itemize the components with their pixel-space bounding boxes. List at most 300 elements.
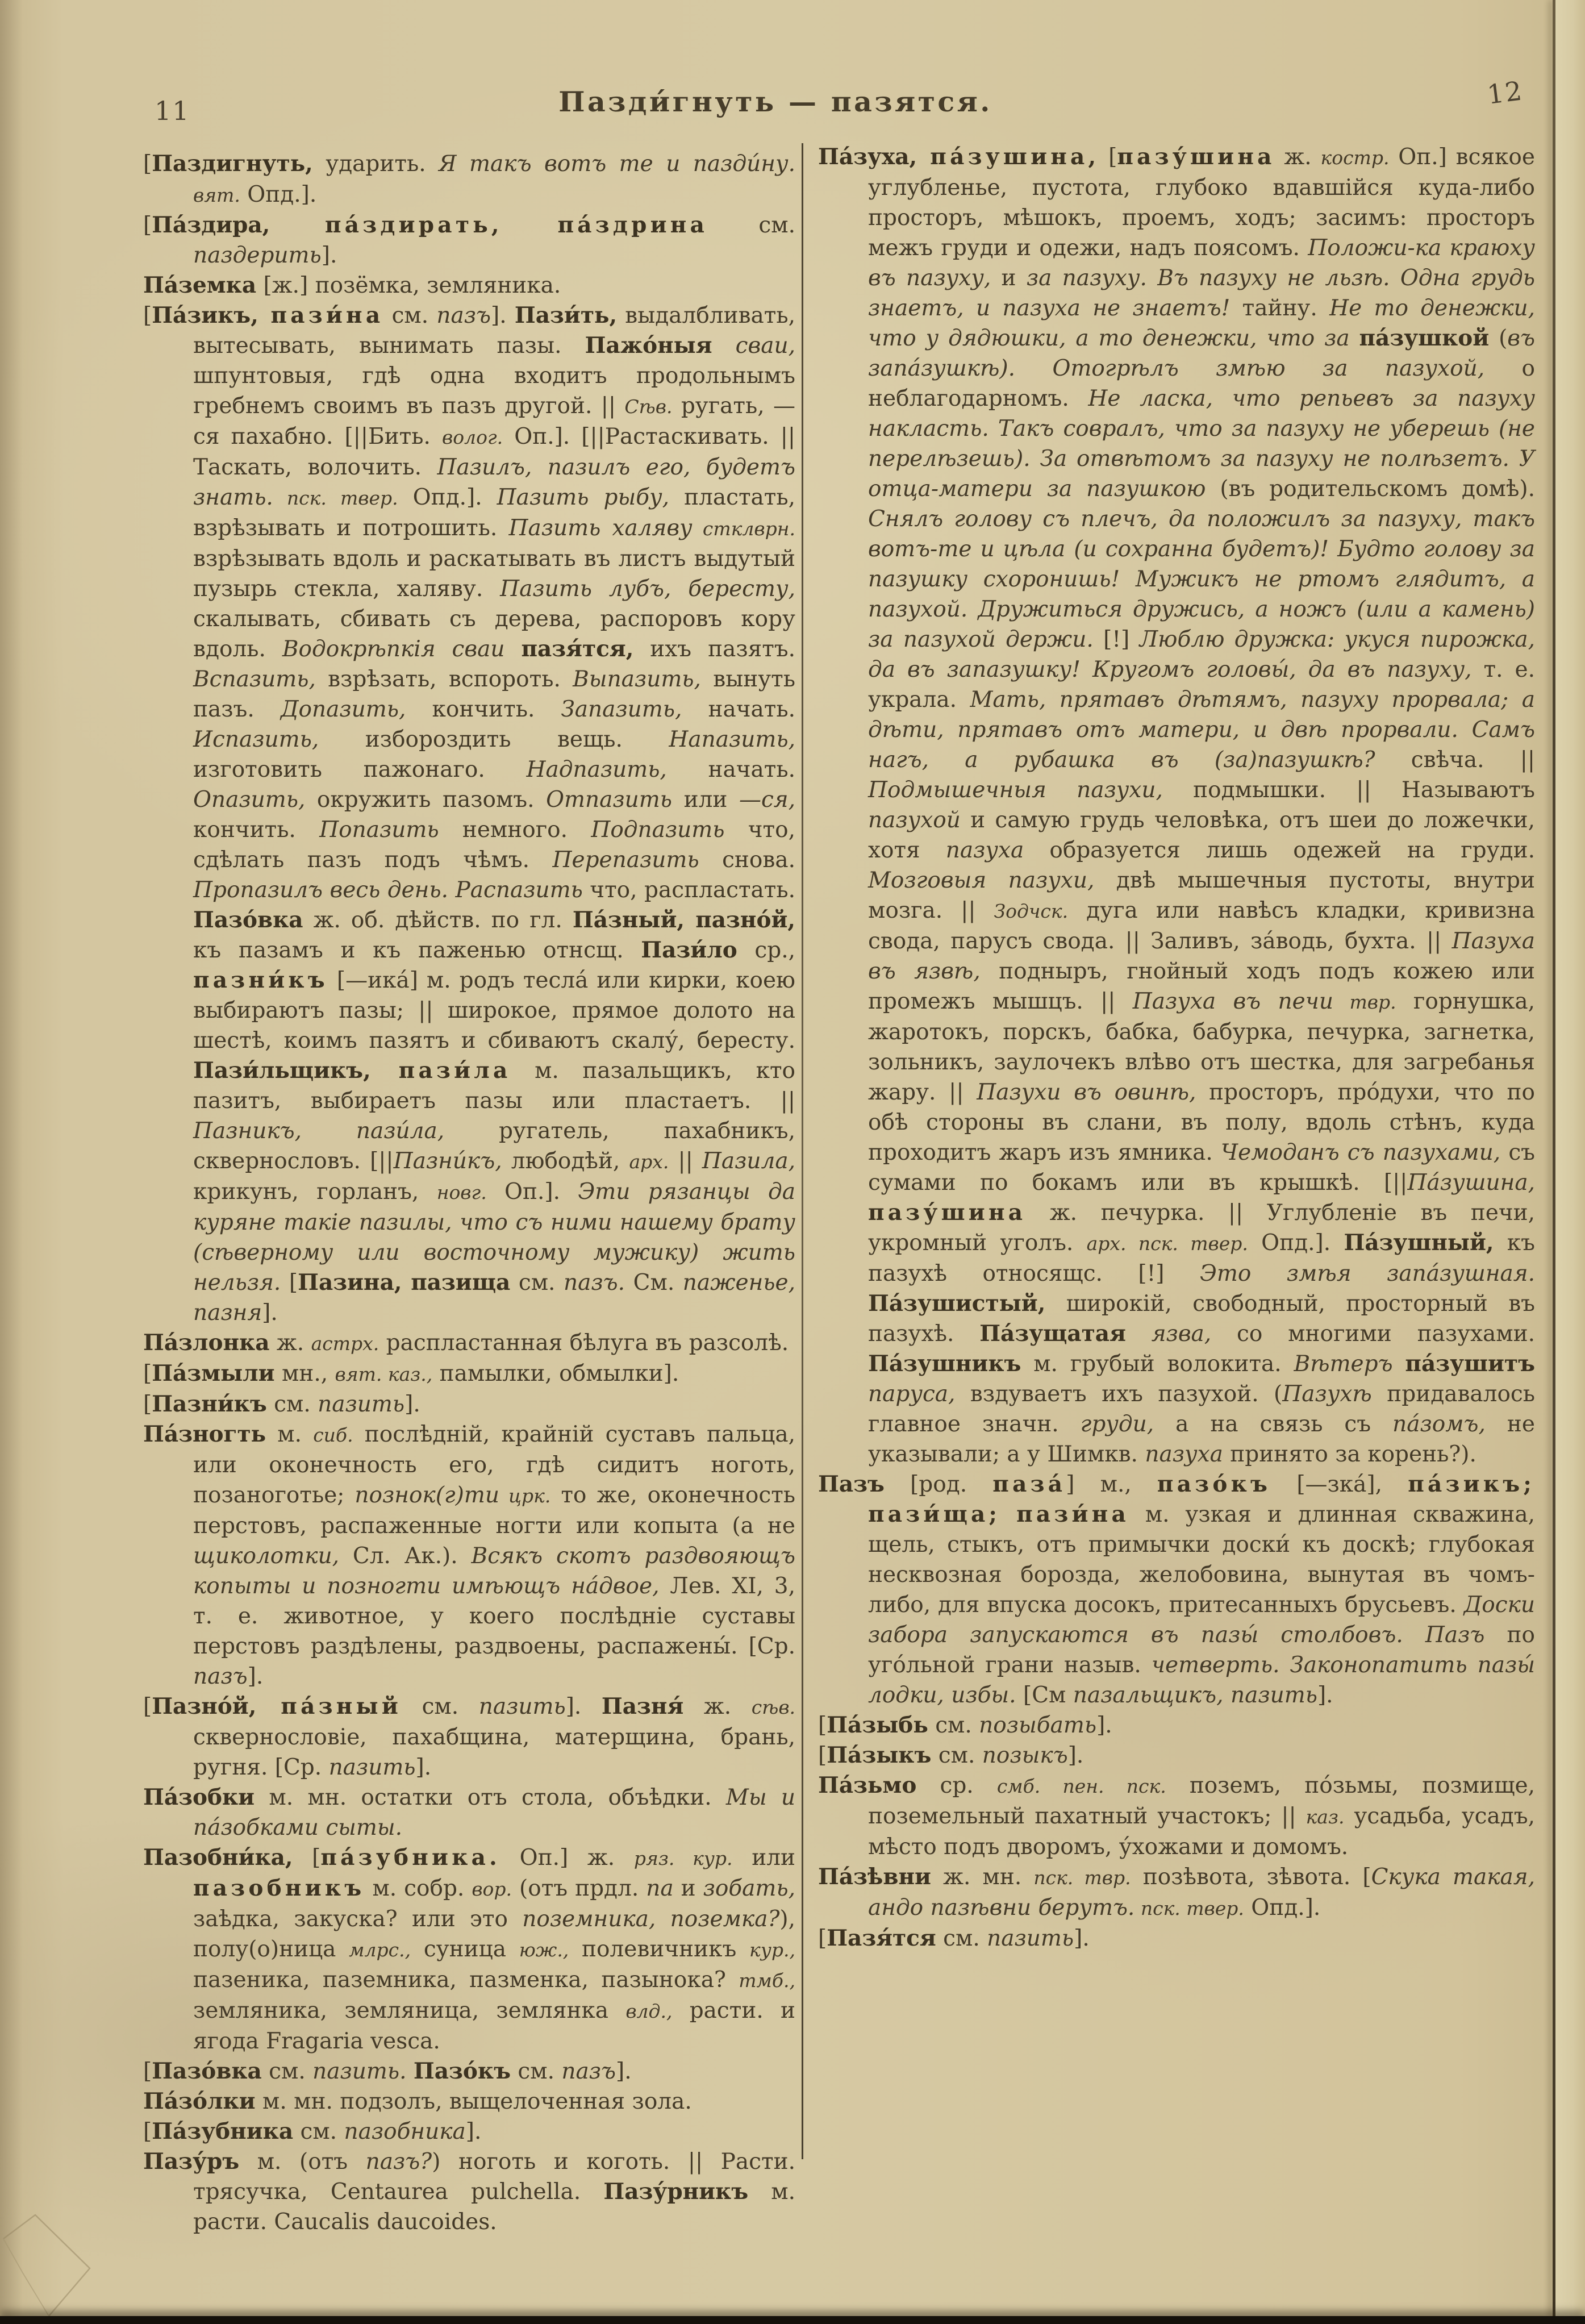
column-divider-rule [802,143,803,2159]
entry-segment: Пазо́вка [193,907,303,933]
entry-segment: Пази́льщикъ, [193,1057,371,1084]
entry-segment: новг. [436,1181,487,1203]
entry-segment: пазу́шина [1117,144,1275,170]
entry-segment: Оп.]. [||Растаскивать. || Таскать, волочить. [193,424,795,480]
entry-segment: Па́зушникъ [868,1351,1021,1377]
entry-segment: язва, [1151,1321,1212,1347]
entry-segment: твр. [1333,991,1396,1013]
dictionary-entry [143,2147,795,2237]
entry-segment: Мозговыя пазухи, [868,868,1095,893]
entry-segment: Всякъ скотъ раздвояющъ копыты и позногти имѣющъ на́двое, [193,1543,796,1599]
entry-segment: изготовить пажонаго. [193,757,527,782]
entry-segment: [—ика́] м. родъ тесла́ или кирки, коею выбираютъ пазы; || широкое, прямое долото на шестѣ, коимъ пазятъ и сбиваютъ скалу́, бересту. [193,968,795,1053]
entry-segment: Па́зѣвни [818,1864,931,1890]
entry-segment: пазить [318,1392,405,1417]
entry-segment: ихъ пазятъ. [633,636,795,662]
entry-segment: [ [143,303,152,328]
entry-segment: снова. [699,847,795,873]
scan-edge-bottom [0,2316,1585,2324]
entry-segment: Пази́ть, [514,302,618,328]
entry-segment: Па́зногть [143,1421,266,1447]
entry-segment: немного. [439,817,591,843]
entry-segment: [См [1016,1682,1073,1708]
entry-segment: [—зка́], [1271,1472,1408,1497]
entry-segment: придавалось главное значн. [868,1381,1536,1437]
entry-segment [1000,1502,1016,1527]
entry-segment: расти. и ягода Fragaria vesca. [193,1998,795,2054]
entry-segment: Пази́ло [641,937,737,963]
entry-segment: суница [411,1936,519,1962]
dictionary-entry [143,270,795,301]
entry-segment: пазо́къ [1157,1471,1271,1497]
entry-segment: свѣча. || [1375,747,1535,773]
entry-segment: Мы и па́зобками сыты. [193,1785,796,1840]
entry-segment: пазъ. [564,1270,625,1296]
entry-segment: или [732,1845,795,1871]
entry-segment: пазъ [193,1664,248,1689]
entry-segment: смб. пен. пск. [996,1775,1166,1797]
entry-segment: волог. [441,426,503,448]
entry-segment: см. [511,2059,562,2084]
entry-segment: Па́зущатая [979,1321,1126,1347]
entry-segment: подмышки. || Называютъ [1162,777,1535,803]
page-number-right: 12 [1485,75,1525,110]
entry-segment: ] м., [1066,1472,1157,1497]
entry-segment: паруса, [868,1381,956,1407]
entry-segment: см. [402,1694,479,1719]
entry-segment: Водокрѣпкія сваи [282,636,505,662]
entry-segment: Напазить, [669,727,795,752]
entry-segment: ]. [616,2059,632,2084]
entry-segment: па́зушитъ [1405,1351,1535,1377]
dictionary-entry [143,1843,795,2056]
entry-segment: [ [143,213,152,238]
entry-segment: послѣдній, крайній суставъ пальца, или оконечность его, гдѣ сидитъ ноготь, позаноготье; [193,1422,795,1508]
entry-segment: Пазуха въ язвѣ, [868,928,1535,984]
entry-segment: Надпазить, [526,757,667,782]
dictionary-entry [818,1862,1535,1923]
entry-segment: зобать, [703,1876,796,1901]
entry-segment: пазобникъ [193,1875,365,1901]
entry-segment: горнушка, жаротокъ, порскъ, бабка, бабурка, печурка, загнетка, зольникъ, заулочекъ влѣво отъ шестка, для загребанья жару. || [868,989,1536,1105]
dictionary-entry [143,2056,795,2086]
entry-segment: что, сдѣлать пазъ подъ чѣмъ. [193,817,796,873]
entry-segment: [ [1099,144,1117,170]
entry-segment: Чемоданъ съ пазухами, [1220,1140,1501,1165]
entry-segment [1126,1321,1152,1347]
entry-segment: или [672,787,739,813]
entry-segment: широкій, свободный, просторный въ пазухѣ. [868,1291,1535,1347]
dictionary-entry [143,1359,795,1389]
entry-segment: [ [818,1743,827,1768]
entry-segment: [!] [1093,627,1140,652]
entry-segment: Пазъ [818,1471,885,1497]
entry-segment: м. мн. остатки отъ стола, объѣдки. [255,1785,726,1810]
entry-segment: м. [266,1422,314,1447]
dictionary-entry [143,1389,795,1419]
column-right [818,142,1535,1954]
entry-segment: кончить. [406,697,561,722]
entry-segment [504,636,521,662]
entry-segment: ударить. [312,151,439,177]
entry-segment: крикунъ, горланъ, [193,1179,437,1205]
entry-segment: Па́земка [143,272,257,298]
entry-segment [448,877,456,903]
entry-segment: Пазни́къ, [393,1148,502,1174]
entry-segment: па́зушина, [917,144,1100,170]
entry-segment: см. [928,1713,979,1738]
entry-segment: пазальщикъ, пазить [1073,1682,1317,1708]
entry-segment: [ж.] позёмка, земляника. [256,273,561,298]
entry-segment: пазни́къ [193,967,328,993]
entry-segment: см. [510,1270,564,1296]
entry-segment: Пропазилъ весь день. [193,877,448,903]
entry-segment: Вспазить, [193,667,316,692]
entry-segment: (въ родительскомъ домѣ). [1206,476,1535,502]
dictionary-entry [143,149,795,210]
entry-segment: т. е. украла. [868,657,1535,713]
entry-segment: ж. печурка. || Углубленіе въ печи, укромный уголъ. [868,1200,1535,1256]
entry-segment: [ [143,2059,152,2084]
entry-segment: пази́ла [370,1057,511,1084]
entry-segment: въ запа́зушкѣ). Отогрѣлъ змѣю за пазухой, [868,326,1535,381]
entry-segment: паздерить [193,243,322,268]
entry-segment: а на связь съ [1154,1411,1393,1437]
entry-segment: Пазить лубъ, бересту, [500,576,795,602]
entry-segment: пск. твр. [1033,1867,1131,1889]
dictionary-entry [143,210,795,270]
running-title: Пазди́гнуть — пазятся. [558,85,992,118]
entry-segment: вят. [193,184,240,206]
entry-segment: Зодчск. [994,900,1069,922]
entry-segment: [род. [884,1472,993,1497]
dictionary-entry [143,1328,795,1359]
entry-segment: кончить. [193,817,320,843]
entry-segment: м. грубый волокита. [1021,1351,1294,1377]
entry-segment: ]. [491,303,515,328]
entry-segment: Скука такая, андо пазѣвни берутъ. [868,1864,1535,1921]
entry-segment [1393,1351,1405,1377]
entry-segment [1350,326,1359,351]
entry-segment: позѣвота, зѣвота. [ [1131,1864,1371,1890]
entry-segment: земляника, земляница, землянка [193,1998,626,2023]
entry-segment: см. [383,303,437,328]
gutter-shadow [0,0,23,2317]
entry-segment: [ [143,1392,152,1417]
entry-segment: не указывали; а у Шимкв. [868,1411,1535,1467]
entry-segment: Па́зный, пазно́й, [572,907,795,933]
entry-segment: каз. [1305,1806,1345,1828]
entry-segment: Па́здира, [152,212,270,238]
entry-segment: за пазуху. Въ пазуху не льзѣ. Одна грудь знаетъ, и пазуха не знаетъ! [868,265,1535,321]
entry-segment [407,2059,414,2084]
entry-segment: Оп.] ж. [500,1845,634,1871]
entry-segment: Запазить, [561,697,682,722]
dictionary-entry [143,2117,795,2147]
page-number-left: 11 [155,95,190,126]
entry-segment: двѣ мышечныя пустоты, внутри мозга. || [868,868,1536,923]
entry-segment: Пазухѣ [1282,1381,1372,1407]
entry-segment: и самую грудь человѣка, отъ шеи до ложечки, хотя [868,807,1535,863]
entry-segment: Пазъ [1425,1622,1485,1648]
entry-segment: Опд.]. [1244,1895,1321,1921]
entry-segment: пази́на [258,302,384,328]
entry-segment: Пазникъ, пази́ла, [193,1118,445,1144]
entry-segment: пазить. [312,2059,407,2084]
entry-segment: пази́ща; [868,1501,1001,1527]
entry-segment: ругать, —ся пахабно. [||Бить. [193,393,795,449]
entry-segment: см. [931,1743,982,1768]
entry-segment: пазеника, паземника, пазменка, пазынока? [193,1967,739,1993]
entry-segment: Доски забора запускаются въ пазы́ столбовъ. [868,1592,1535,1648]
entry-segment: Я такъ вотъ те и пазди́ну. [439,151,795,177]
entry-segment: Па́злонка [143,1330,270,1356]
dictionary-entry [143,1692,795,1782]
entry-segment: (отъ прдл. [512,1876,646,1901]
entry-segment: пазя́тся, [521,636,634,662]
entry-segment: ж. [269,1330,311,1356]
entry-segment: окружить пазомъ. [305,787,547,813]
entry-segment: Положи-ка краюху въ пазуху, [868,235,1536,291]
entry-segment: Опазить, [193,787,306,813]
entry-segment: позыбать [979,1713,1097,1738]
entry-segment: ), полу(о)ница [193,1906,795,1962]
entry-segment: Оп.]. [486,1179,578,1205]
entry-segment: Пазуха въ печи [1132,989,1334,1014]
entry-segment: Подпазить [591,817,725,843]
entry-segment: || [669,1148,702,1174]
entry-segment: Снялъ голову съ плечъ, да положилъ за пазуху, такъ вотъ-те и цѣла (и сохранна будетъ)! Будто голову за пазушку схоронишь! Мужикъ не ртомъ глядитъ, а пазухой. Дружиться дружись, а ножъ (или а камень) за пазухой держи. [868,506,1535,652]
entry-segment [1403,1622,1425,1648]
entry-segment: см. [293,2119,344,2144]
entry-segment: со многими пазухами. [1211,1321,1536,1347]
entry-segment: Эти рязанцы да куряне такіе пазилы, что съ ними нашему брату (сѣверному или восточному мужику) жить нельзя. [193,1179,795,1296]
entry-segment: м. узкая и длинная скважина, щель, стыкъ, отъ примычки доски́ къ доскѣ; глубокая несквозная борозда, желобовина, вынутая въ чомъ-либо, для впуска досокъ, притесанныхъ брусьевъ. [868,1502,1535,1618]
entry-segment: [ [818,1713,827,1738]
entry-segment: Па́змыли [152,1360,275,1386]
entry-segment: Выпазить, [573,667,701,692]
entry-segment: Не ласка, что репьевъ за пазуху накласть. Такъ совралъ, что за пазуху не уберешь (не перелѣзешь). За отвѣтомъ за пазуху не полѣзетъ. У отца-матери за пазушкою [868,386,1536,502]
entry-segment: тайну. [1230,295,1330,321]
entry-segment: ]. [415,1755,432,1780]
entry-segment: [ [281,1270,298,1296]
entry-segment: Па́зыкъ [827,1742,932,1768]
entry-segment: [ [143,2119,152,2144]
entry-segment: принято за корень?). [1223,1442,1476,1467]
entry-segment: стклврн. [692,518,795,540]
entry-segment: пазобника [344,2119,466,2144]
entry-segment: Па́зушина, [1407,1170,1535,1196]
entry-segment: [ [818,1926,827,1951]
entry-segment: пазить [478,1694,566,1719]
entry-segment: ]. [262,1300,278,1326]
entry-segment: четверть. Законопатить пазы́ лодки, избы. [868,1652,1535,1708]
entry-segment: Пазни́къ [152,1391,267,1417]
dictionary-entry [818,1710,1535,1740]
entry-segment: мн., [274,1361,335,1386]
entry-segment: вздуваетъ ихъ пазухой. ( [955,1381,1283,1407]
entry-segment: ]. [565,1694,602,1719]
entry-segment: Па́зубника [152,2118,294,2144]
entry-segment: пск. твер. [273,487,398,509]
entry-segment: Вѣтеръ [1294,1351,1393,1377]
entry-segment: Пажо́ныя [585,332,712,359]
entry-segment: м. расти. Caucalis daucoides. [193,2179,795,2235]
entry-segment: ср., [737,938,795,963]
entry-segment: Подмышечныя пазухи, [868,777,1163,803]
entry-segment: Люблю дружка: укуся пирожка, да въ запазушку! Кругомъ головы́, да въ пазуху, [868,627,1535,682]
entry-segment: пластать, взрѣзывать и потрошить. [193,485,795,541]
entry-segment: образуется лишь одежей на груди. [1024,838,1535,863]
column-left [143,149,795,2237]
entry-segment: ( [1489,326,1508,351]
entry-segment: познок(г)ти [354,1482,499,1508]
entry-segment: подныръ, гнойный ходъ подъ кожею или промежъ мышцъ. || [868,959,1535,1014]
entry-segment: позыкъ [982,1743,1068,1768]
entry-segment: скалывать, сбивать съ дерева, распоровъ кору вдоль. [193,606,795,662]
entry-segment: дуга или навѣсъ кладки, кривизна свода, парусъ свода. || Заливъ, за́водь, бухта. || [868,898,1535,954]
dictionary-entry [143,2086,795,2117]
entry-segment: Распазить [455,877,583,903]
entry-segment: ]. [321,243,337,268]
entry-segment: Это змѣя запа́зушная. [1200,1261,1535,1286]
entry-segment: ряз. кур. [633,1847,733,1869]
entry-segment: Пазилъ, пазилъ его, будетъ знать. [193,455,795,510]
entry-segment: о неблагодарномъ. [868,356,1535,411]
entry-segment: костр. [1320,147,1390,169]
entry-segment: м. собр. [365,1876,472,1901]
entry-segment: Пазно́й, [152,1693,257,1719]
entry-segment: Пазила, [702,1148,796,1174]
entry-segment: Пазу́рникъ [603,2179,749,2205]
entry-segment: пазъ? [365,2149,432,2175]
entry-segment: ]. [247,1664,264,1689]
entry-segment: Попазить [319,817,439,843]
dictionary-entry [143,1782,795,1843]
entry-segment: взрѣзывать вдоль и раскатывать въ листъ выдутый пузырь стекла, халяву. [193,546,795,602]
entry-segment: Отпазить [546,787,673,813]
entry-segment: груди, [1080,1411,1154,1437]
entry-segment: Пазня́ [601,1693,684,1719]
entry-segment: ) ноготь и коготь. || Расти. трясучка, Centaurea pulchella. [193,2149,795,2205]
entry-segment: Не то денежки, что у дядюшки, а то денежки, что за [868,295,1536,351]
entry-segment: Па́зуха, [818,144,917,170]
dictionary-entry [818,1923,1535,1954]
entry-segment: пск. твер. [1134,1897,1244,1919]
entry-segment: па́зомъ, [1392,1411,1486,1437]
entry-segment: Па́зьмо [818,1772,917,1798]
entry-segment: см. [936,1926,987,1951]
entry-segment: пазить [328,1755,416,1780]
entry-segment: м. пазальщикъ, кто пазитъ, выбираетъ пазы или пластаетъ. || [193,1058,795,1114]
entry-segment: Пазо́вка [152,2058,262,2084]
entry-segment: ]. [1067,1743,1084,1768]
entry-segment: црк. [499,1485,551,1507]
entry-segment: избороздить вещь. [319,727,669,752]
entry-segment: пази́на [1016,1501,1129,1527]
entry-segment: Испазить, [193,727,319,752]
entry-segment: Сл. Ак.). [339,1543,472,1569]
entry-segment: Лев. XI, 3, т. е. животное, у коего послѣдніе суставы перстовъ раздѣлены, раздвоены, распажены́. [Ср. [193,1573,795,1659]
entry-segment: млрс., [349,1939,411,1961]
entry-segment: паженье, пазня [193,1270,795,1326]
entry-segment: ж. мн. [931,1864,1034,1890]
dictionary-entry [818,1469,1535,1710]
entry-segment: выдалбливать, вытесывать, вынимать пазы. [193,303,795,359]
entry-segment: пазу́шина [868,1200,1027,1226]
entry-segment: Опд.]. [398,485,497,510]
entry-segment: Опд.]. [1248,1230,1344,1256]
entry-segment: вор. [472,1878,512,1900]
entry-segment: Па́зо́лки [143,2088,256,2114]
entry-segment [712,333,736,359]
entry-segment: ж. об. дѣйств. по гл. [303,907,573,933]
entry-segment: Мать, прятавъ дѣтямъ, пазуху прорвала; а дѣти, прятавъ отъ матери, и двѣ прорвали. Самъ нагъ, а рубашка въ (за)пазушкѣ? [868,687,1535,773]
entry-segment: Пазобни́ка, [143,1844,293,1871]
entry-segment: Пазу́ръ [143,2148,240,2175]
entry-segment: ругатель, пахабникъ, сквернословъ. [|| [193,1118,795,1174]
entry-segment: Па́зикъ, [152,302,258,328]
entry-segment: Пазухи въ овинѣ, [977,1080,1196,1105]
entry-segment: па́здирать, па́здрина [270,212,708,238]
entry-segment: па́зный [256,1693,402,1719]
entry-segment: распластанная бѣлуга въ разсолѣ. [379,1330,789,1356]
entry-segment: пазъ [561,2059,616,2084]
entry-segment: см. [261,2059,313,2084]
entry-segment: ]. [1074,1926,1090,1951]
entry-segment: ср. [916,1773,997,1798]
entry-segment: кур., [749,1939,795,1961]
entry-segment: влд., [625,2000,673,2022]
entry-segment: ]. [404,1392,420,1417]
entry-segment: памылки, обмылки]. [432,1361,679,1386]
dictionary-entry [818,142,1535,1469]
entry-segment: и [673,1876,703,1901]
entry-segment: полевичникъ [569,1936,750,1962]
entry-segment: просторъ, про́духи, что по обѣ стороны въ слани, въ полу, вдоль стѣнъ, куда проходитъ жаръ изъ ямника. [868,1080,1535,1165]
entry-segment: и [991,265,1027,291]
entry-segment: Пазить рыбу, [497,485,670,510]
entry-segment: начать. [666,757,795,782]
entry-segment: тмб., [739,1969,795,1992]
entry-segment: арх. [629,1151,669,1173]
entry-segment: [ [143,1694,152,1719]
entry-segment: съ сумами по бокамъ или въ крышкѣ. [|| [868,1140,1535,1196]
entry-segment: паза́ [992,1471,1066,1497]
entry-segment: Сѣв. [624,395,673,418]
entry-segment: поземъ, по́зьмы, позмище, поземельный пахатный участокъ; || [868,1773,1535,1829]
entry-segment: щиколотки, [193,1543,340,1569]
entry-segment: па [646,1876,674,1901]
entry-segment: см. [708,213,795,238]
entry-segment: пазуха [1145,1442,1223,1467]
dictionary-entry [818,1740,1535,1771]
entry-segment: Па́зушный, [1344,1230,1494,1256]
page-fold-crease [0,2205,114,2317]
entry-segment: ]. [1096,1713,1112,1738]
entry-segment: вынуть пазъ. [193,667,795,722]
entry-segment: Па́зушистый, [868,1290,1046,1317]
entry-segment: Пазина, пазища [298,1269,511,1296]
entry-segment: по уго́льной грани назыв. [868,1622,1536,1678]
dictionary-entry [143,1419,795,1692]
entry-segment: [ [143,151,152,177]
entry-segment: ж. [1275,144,1321,170]
entry-segment: вят. каз., [335,1363,433,1385]
entry-segment: па́зушкой [1359,325,1490,351]
entry-segment: Допазить, [280,697,406,722]
entry-segment: что, распластать. [582,877,795,903]
